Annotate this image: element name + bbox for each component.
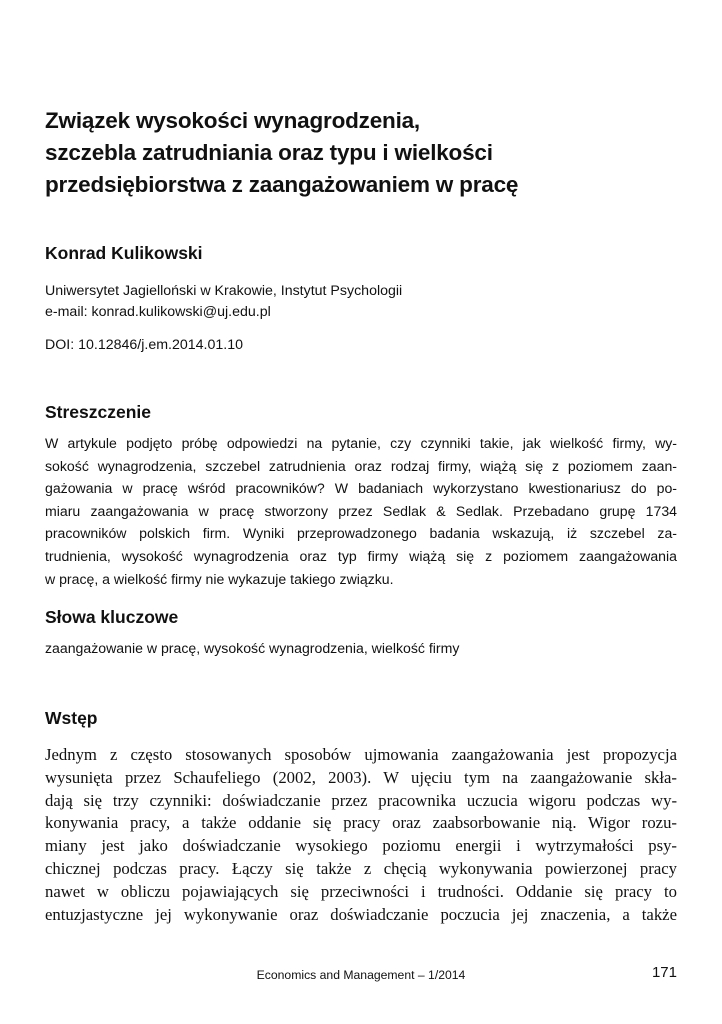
intro-heading: Wstęp (45, 708, 98, 728)
title-line: szczebla zatrudniania oraz typu i wielkości (45, 140, 493, 165)
body-line: miany jest jako doświadczanie wysokiego poziomu energii i wytrzymałości psy- (45, 836, 677, 856)
author-name: Konrad Kulikowski (45, 243, 203, 263)
intro-body (45, 744, 677, 926)
doi: DOI: 10.12846/j.em.2014.01.10 (45, 337, 243, 353)
abstract-line: gażowania w pracę wśród pracowników? W badaniach wykorzystano kwestionariusz do po- (45, 480, 677, 497)
title-line: przedsiębiorstwa z zaangażowaniem w pracę (45, 172, 519, 197)
footer-journal: Economics and Management – 1/2014 (256, 968, 466, 982)
keywords-heading: Słowa kluczowe (45, 607, 179, 627)
body-line: nawet w obliczu pojawiających się przeciwności i trudności. Oddanie się pracy to (45, 881, 677, 901)
author-affiliation-block (45, 281, 402, 323)
body-line: entuzjastyczne jej wykonywanie oraz doświadczanie poczucia jej znaczenia, a także (45, 904, 677, 924)
email: e-mail: konrad.kulikowski@uj.edu.pl (45, 304, 271, 320)
abstract-heading: Streszczenie (45, 402, 152, 422)
abstract-body (45, 432, 677, 590)
abstract-line: W artykule podjęto próbę odpowiedzi na pytanie, czy czynniki takie, jak wielkość firmy, wy- (45, 435, 677, 451)
abstract-line: pracowników polskich firm. Wyniki przeprowadzonego badania wskazują, iż szczebel za- (45, 525, 677, 542)
page-number: 171 (651, 964, 677, 981)
abstract-line: miaru zaangażowania w pracę stworzony przez Sedlak & Sedlak. Przebadano grupę 1734 (45, 502, 677, 519)
body-line: wysunięta przez Schaufeliego (2002, 2003). W ujęciu tym na zaangażowanie skła- (45, 767, 677, 787)
article-title (45, 105, 645, 201)
body-line: konywania pracy, a także oddanie się pracy oraz zaabsorbowanie nią. Wigor rozu- (45, 813, 677, 833)
abstract-line: sokość wynagrodzenia, szczebel zatrudnienia oraz rodzaj firmy, wiążą się z poziomem zaan- (45, 457, 677, 474)
keywords-text: zaangażowanie w pracę, wysokość wynagrodzenia, wielkość firmy (45, 640, 460, 656)
abstract-line: w pracę, a wielkość firmy nie wykazuje takiego związku. (45, 570, 394, 587)
title-line: Związek wysokości wynagrodzenia, (45, 108, 420, 133)
body-line: Jednym z często stosowanych sposobów ujmowania zaangażowania jest propozycja (45, 745, 677, 764)
body-line: chicznej podczas pracy. Łączy się także z chęcią wykonywania powierzonej pracy (45, 858, 677, 878)
abstract-line: trudnienia, wysokość wynagrodzenia oraz typ firmy wiążą się z poziomem zaangażowania (45, 547, 677, 564)
affiliation: Uniwersytet Jagielloński w Krakowie, Instytut Psychologii (45, 283, 403, 299)
body-line: dają się trzy czynniki: doświadczanie przez pracownika uczucia wigoru podczas wy- (45, 790, 677, 810)
